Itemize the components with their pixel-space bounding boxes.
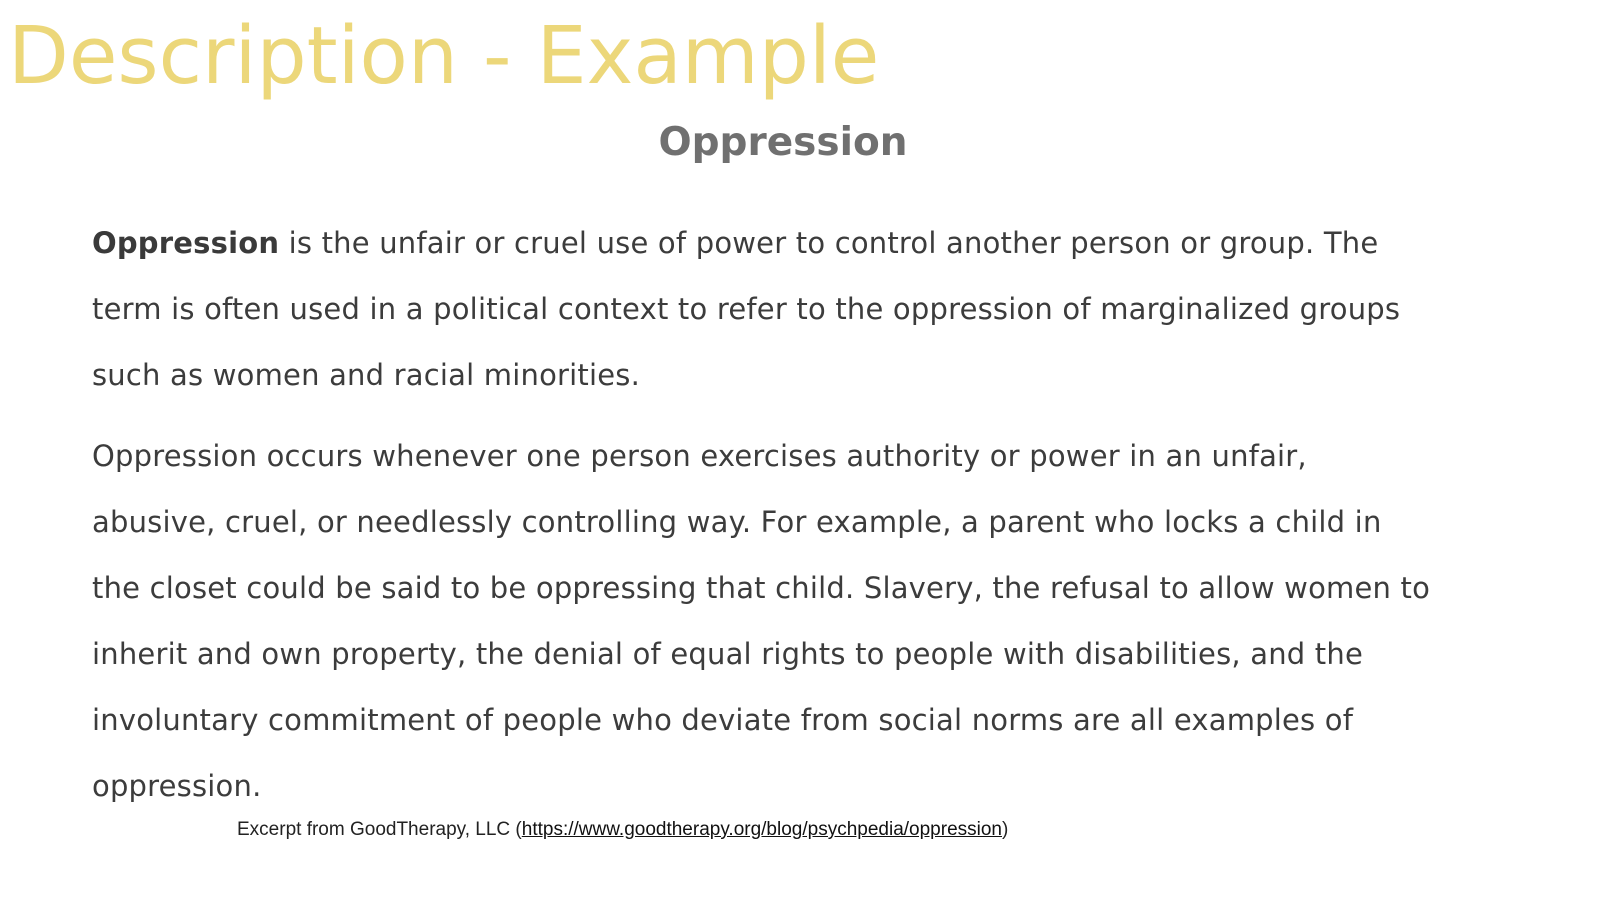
lead-term: Oppression <box>92 226 280 260</box>
definition-text: is the unfair or cruel use of power to control another person or group. The term is often used in a political context to refer to the oppression of marginalized groups such as women and racial minorities. <box>92 226 1401 392</box>
slide-title: Description - Example <box>8 10 880 102</box>
explanation-paragraph: Oppression occurs whenever one person exercises authority or power in an unfair, abusive, cruel, or needlessly controlling way. For example, a parent who locks a child in the closet could be said to be oppressing that child. Slavery, the refusal to allow women to inherit and own property, the denial of equal rights to people with disabilities, and the involuntary commitment of people who deviate from social norms are all examples of oppression. <box>92 439 1431 803</box>
caption-suffix: ) <box>1002 819 1009 840</box>
source-caption <box>237 818 1008 842</box>
caption-prefix: Excerpt from GoodTherapy, LLC ( <box>237 819 522 840</box>
section-subtitle-text: Oppression <box>658 120 908 165</box>
source-link[interactable]: https://www.goodtherapy.org/blog/psychpedia/oppression <box>521 819 1002 840</box>
definition-paragraph <box>92 210 1432 408</box>
section-subtitle <box>0 116 1600 170</box>
